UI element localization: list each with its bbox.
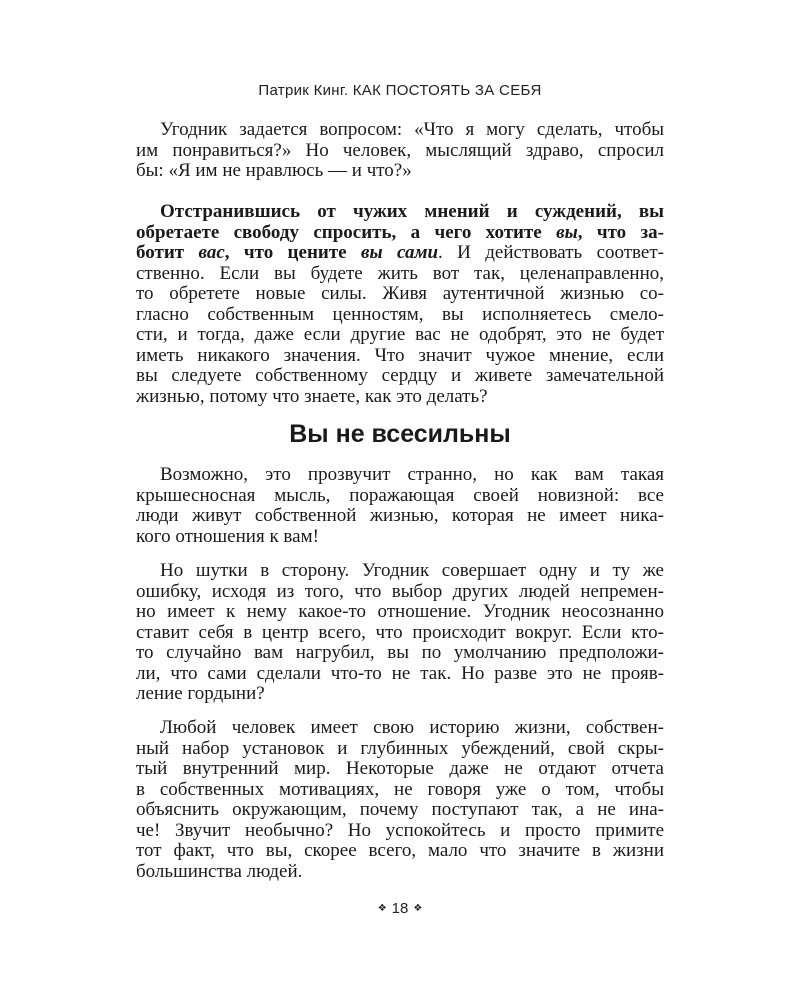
text-line: то обретете новые силы. Живя аутентичной жизнью со- [136, 283, 664, 304]
text-line: но имеет к нему какое-то отношение. Угодник неосознанно [136, 601, 664, 622]
paragraph-3 [136, 465, 664, 547]
page-number-value: 18 [391, 900, 409, 917]
text-line [136, 243, 664, 264]
text-line: ление гордыни? [136, 683, 265, 704]
text-line: Но шутки в сторону. Угодник совершает одну и ту же [160, 560, 664, 581]
text-line: крышесносная мысль, поражающая своей новизной: все [136, 484, 664, 506]
text-line: ставит себя в центр всего, что происходит вокруг. Если кто- [136, 621, 664, 643]
text-line: бы: «Я им не нравлюсь — и что?» [136, 160, 412, 181]
text-line: в собственных мотивациях, не говоря уже о том, чтобы [136, 778, 664, 800]
text-line: ный набор установок и глубинных убеждений, свой скры- [136, 737, 664, 759]
paragraph-4 [136, 561, 664, 705]
text-line: гласно собственным ценностям, вы исполняетесь смело- [136, 303, 664, 325]
text-line [136, 223, 664, 244]
text-line: большинства людей. [136, 860, 303, 882]
text-line: вы следуете собственному сердцу и живете замечательной [136, 365, 664, 386]
text-line: им понравиться?» Но человек, мыслящий здраво, спросил [136, 139, 664, 161]
text-line: объяснить окружающим, почему поступают так, а не ина- [136, 799, 664, 820]
text-line: Возможно, это прозвучит странно, но как вам такая [160, 464, 664, 485]
text-line: тый внутренний мир. Некоторые даже не отдают отчета [136, 758, 664, 779]
text-line: кого отношения к вам! [136, 525, 319, 547]
text-line: ли, что сами сделали что-то не так. Но разве это не прояв- [136, 662, 664, 684]
text-line: тот факт, что вы, скорее всего, мало что значите в жизни [136, 840, 664, 861]
paragraph-5 [136, 718, 664, 882]
ornament-icon: ❖ [377, 903, 387, 914]
text-line: люди живут собственной жизнью, которая не имеет ника- [136, 505, 664, 526]
emphasis-text: вы [556, 221, 578, 243]
section-heading: Вы не всесильны [289, 420, 511, 448]
bold-text: обретаете свободу спросить, а чего хотите [136, 221, 557, 243]
text-line: ошибку, исходя из того, что выбор других людей непремен- [136, 580, 664, 602]
text-line: ственно. Если вы будете жить вот так, целенаправленно, [136, 262, 664, 284]
text-line: сти, и тогда, даже если другие вас не одобрят, это не будет [136, 324, 664, 345]
text-line: жизнью, потому что знаете, как это делать? [136, 385, 488, 407]
text-line: Любой человек имеет свою историю жизни, собствен- [160, 717, 664, 738]
running-head: Патрик Кинг. КАК ПОСТОЯТЬ ЗА СЕБЯ [258, 82, 542, 99]
page-number [0, 900, 800, 917]
text-line: Угодник задается вопросом: «Что я могу сделать, чтобы [160, 119, 664, 140]
text-line: че! Звучит необычно? Но успокойтесь и просто примите [136, 819, 664, 841]
emphasis-text: вы сами [360, 242, 439, 263]
bold-text: , что за- [577, 221, 664, 243]
bold-text: ботит [136, 242, 199, 263]
ornament-icon: ❖ [413, 903, 423, 914]
emphasis-text: вас [198, 242, 225, 263]
bold-text: , что цените [224, 242, 361, 263]
text-line: то случайно вам нагрубил, вы по умолчанию предположи- [136, 642, 664, 663]
paragraph-2 [136, 202, 664, 407]
text-line: Отстранившись от чужих мнений и суждений, вы [160, 201, 664, 222]
paragraph-1 [136, 120, 664, 182]
text-line: иметь никакого значения. Что значит чужое мнение, если [136, 344, 664, 366]
text-segment: . И действовать соответ- [438, 242, 664, 263]
